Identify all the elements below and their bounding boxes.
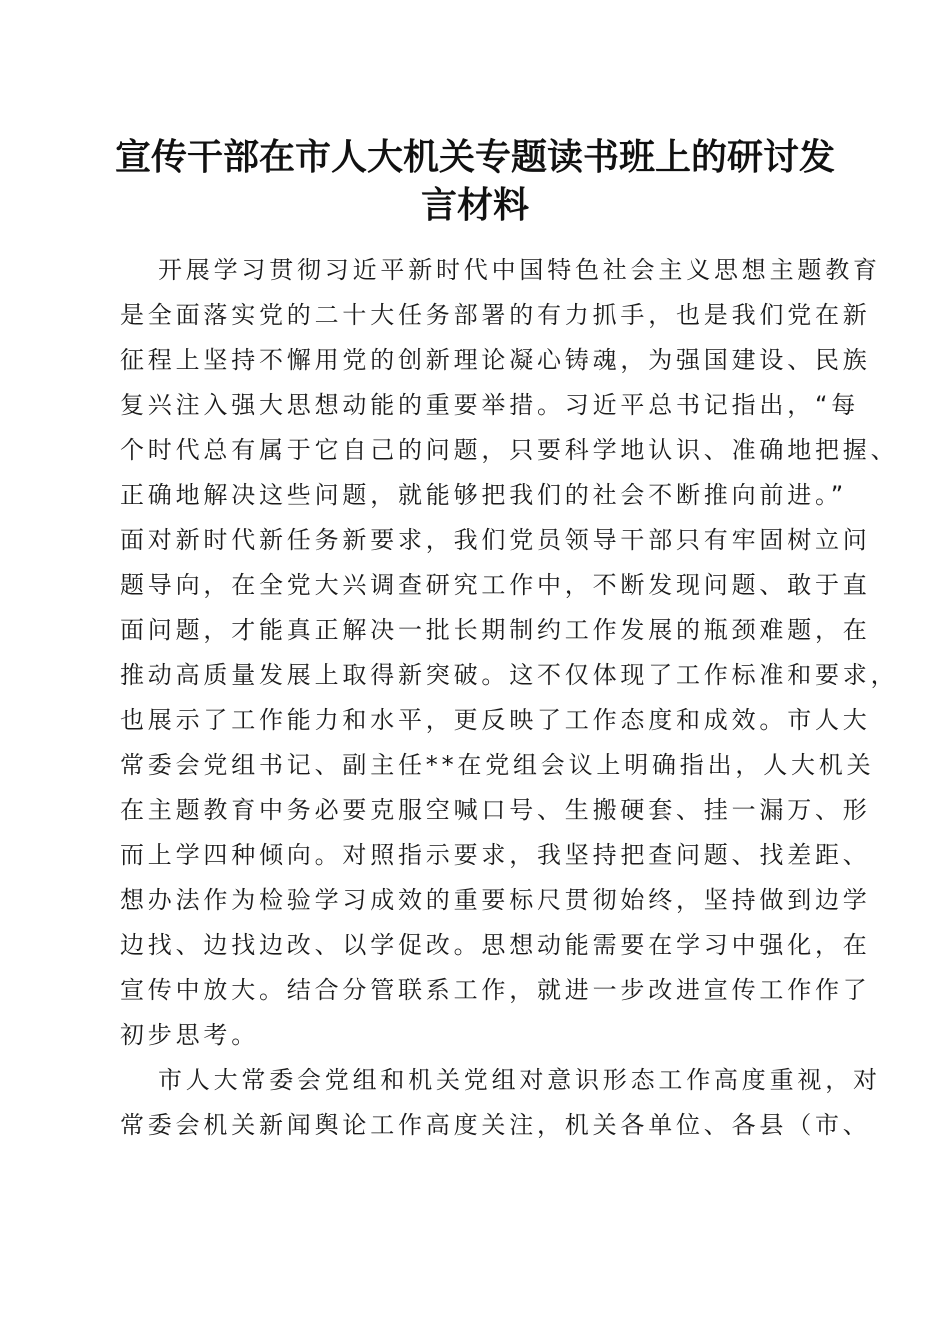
paragraph-line: 是全面落实党的二十大任务部署的有力抓手，也是我们党在新 <box>120 301 871 329</box>
paragraph-line: 面问题，才能真正解决一批长期制约工作发展的瓶颈难题，在 <box>120 616 871 644</box>
paragraph-line: 个时代总有属于它自己的问题，只要科学地认识、准确地把握、 <box>120 436 899 464</box>
paragraph-line: 复兴注入强大思想动能的重要举措。习近平总书记指出，“每 <box>120 391 860 419</box>
paragraph-line: 宣传中放大。结合分管联系工作，就进一步改进宣传工作作了 <box>120 976 871 1004</box>
paragraph-line: 初步思考。 <box>120 1021 259 1049</box>
paragraph-line: 想办法作为检验学习成效的重要标尺贯彻始终，坚持做到边学 <box>120 886 871 914</box>
paragraph-line: 正确地解决这些问题，就能够把我们的社会不断推向前进。” <box>120 481 848 509</box>
paragraph-line: 征程上坚持不懈用党的创新理论凝心铸魂，为强国建设、民族 <box>120 346 871 374</box>
paragraph-line: 而上学四种倾向。对照指示要求，我坚持把查问题、找差距、 <box>120 841 871 869</box>
document-body <box>120 248 899 1148</box>
paragraph-line: 在主题教育中务必要克服空喊口号、生搬硬套、挂一漏万、形 <box>120 796 871 824</box>
paragraph-line: 推动高质量发展上取得新突破。这不仅体现了工作标准和要求， <box>120 661 899 689</box>
paragraph-line: 边找、边找边改、以学促改。思想动能需要在学习中强化，在 <box>120 931 871 959</box>
paragraph-line: 也展示了工作能力和水平，更反映了工作态度和成效。市人大 <box>120 706 871 734</box>
paragraph-line: 开展学习贯彻习近平新时代中国特色社会主义思想主题教育 <box>158 256 881 284</box>
paragraph-line: 市人大常委会党组和机关党组对意识形态工作高度重视，对 <box>158 1066 881 1094</box>
paragraph-line: 常委会机关新闻舆论工作高度关注，机关各单位、各县（市、 <box>120 1111 871 1139</box>
title-line: 言材料 <box>420 184 529 226</box>
title-line: 宣传干部在市人大机关专题读书班上的研讨发 <box>114 136 835 178</box>
paragraph-line: 常委会党组书记、副主任**在党组会议上明确指出，人大机关 <box>120 751 875 779</box>
document-title <box>100 133 850 229</box>
paragraph-line: 面对新时代新任务新要求，我们党员领导干部只有牢固树立问 <box>120 526 871 554</box>
paragraph-line: 题导向，在全党大兴调查研究工作中，不断发现问题、敢于直 <box>120 571 871 599</box>
